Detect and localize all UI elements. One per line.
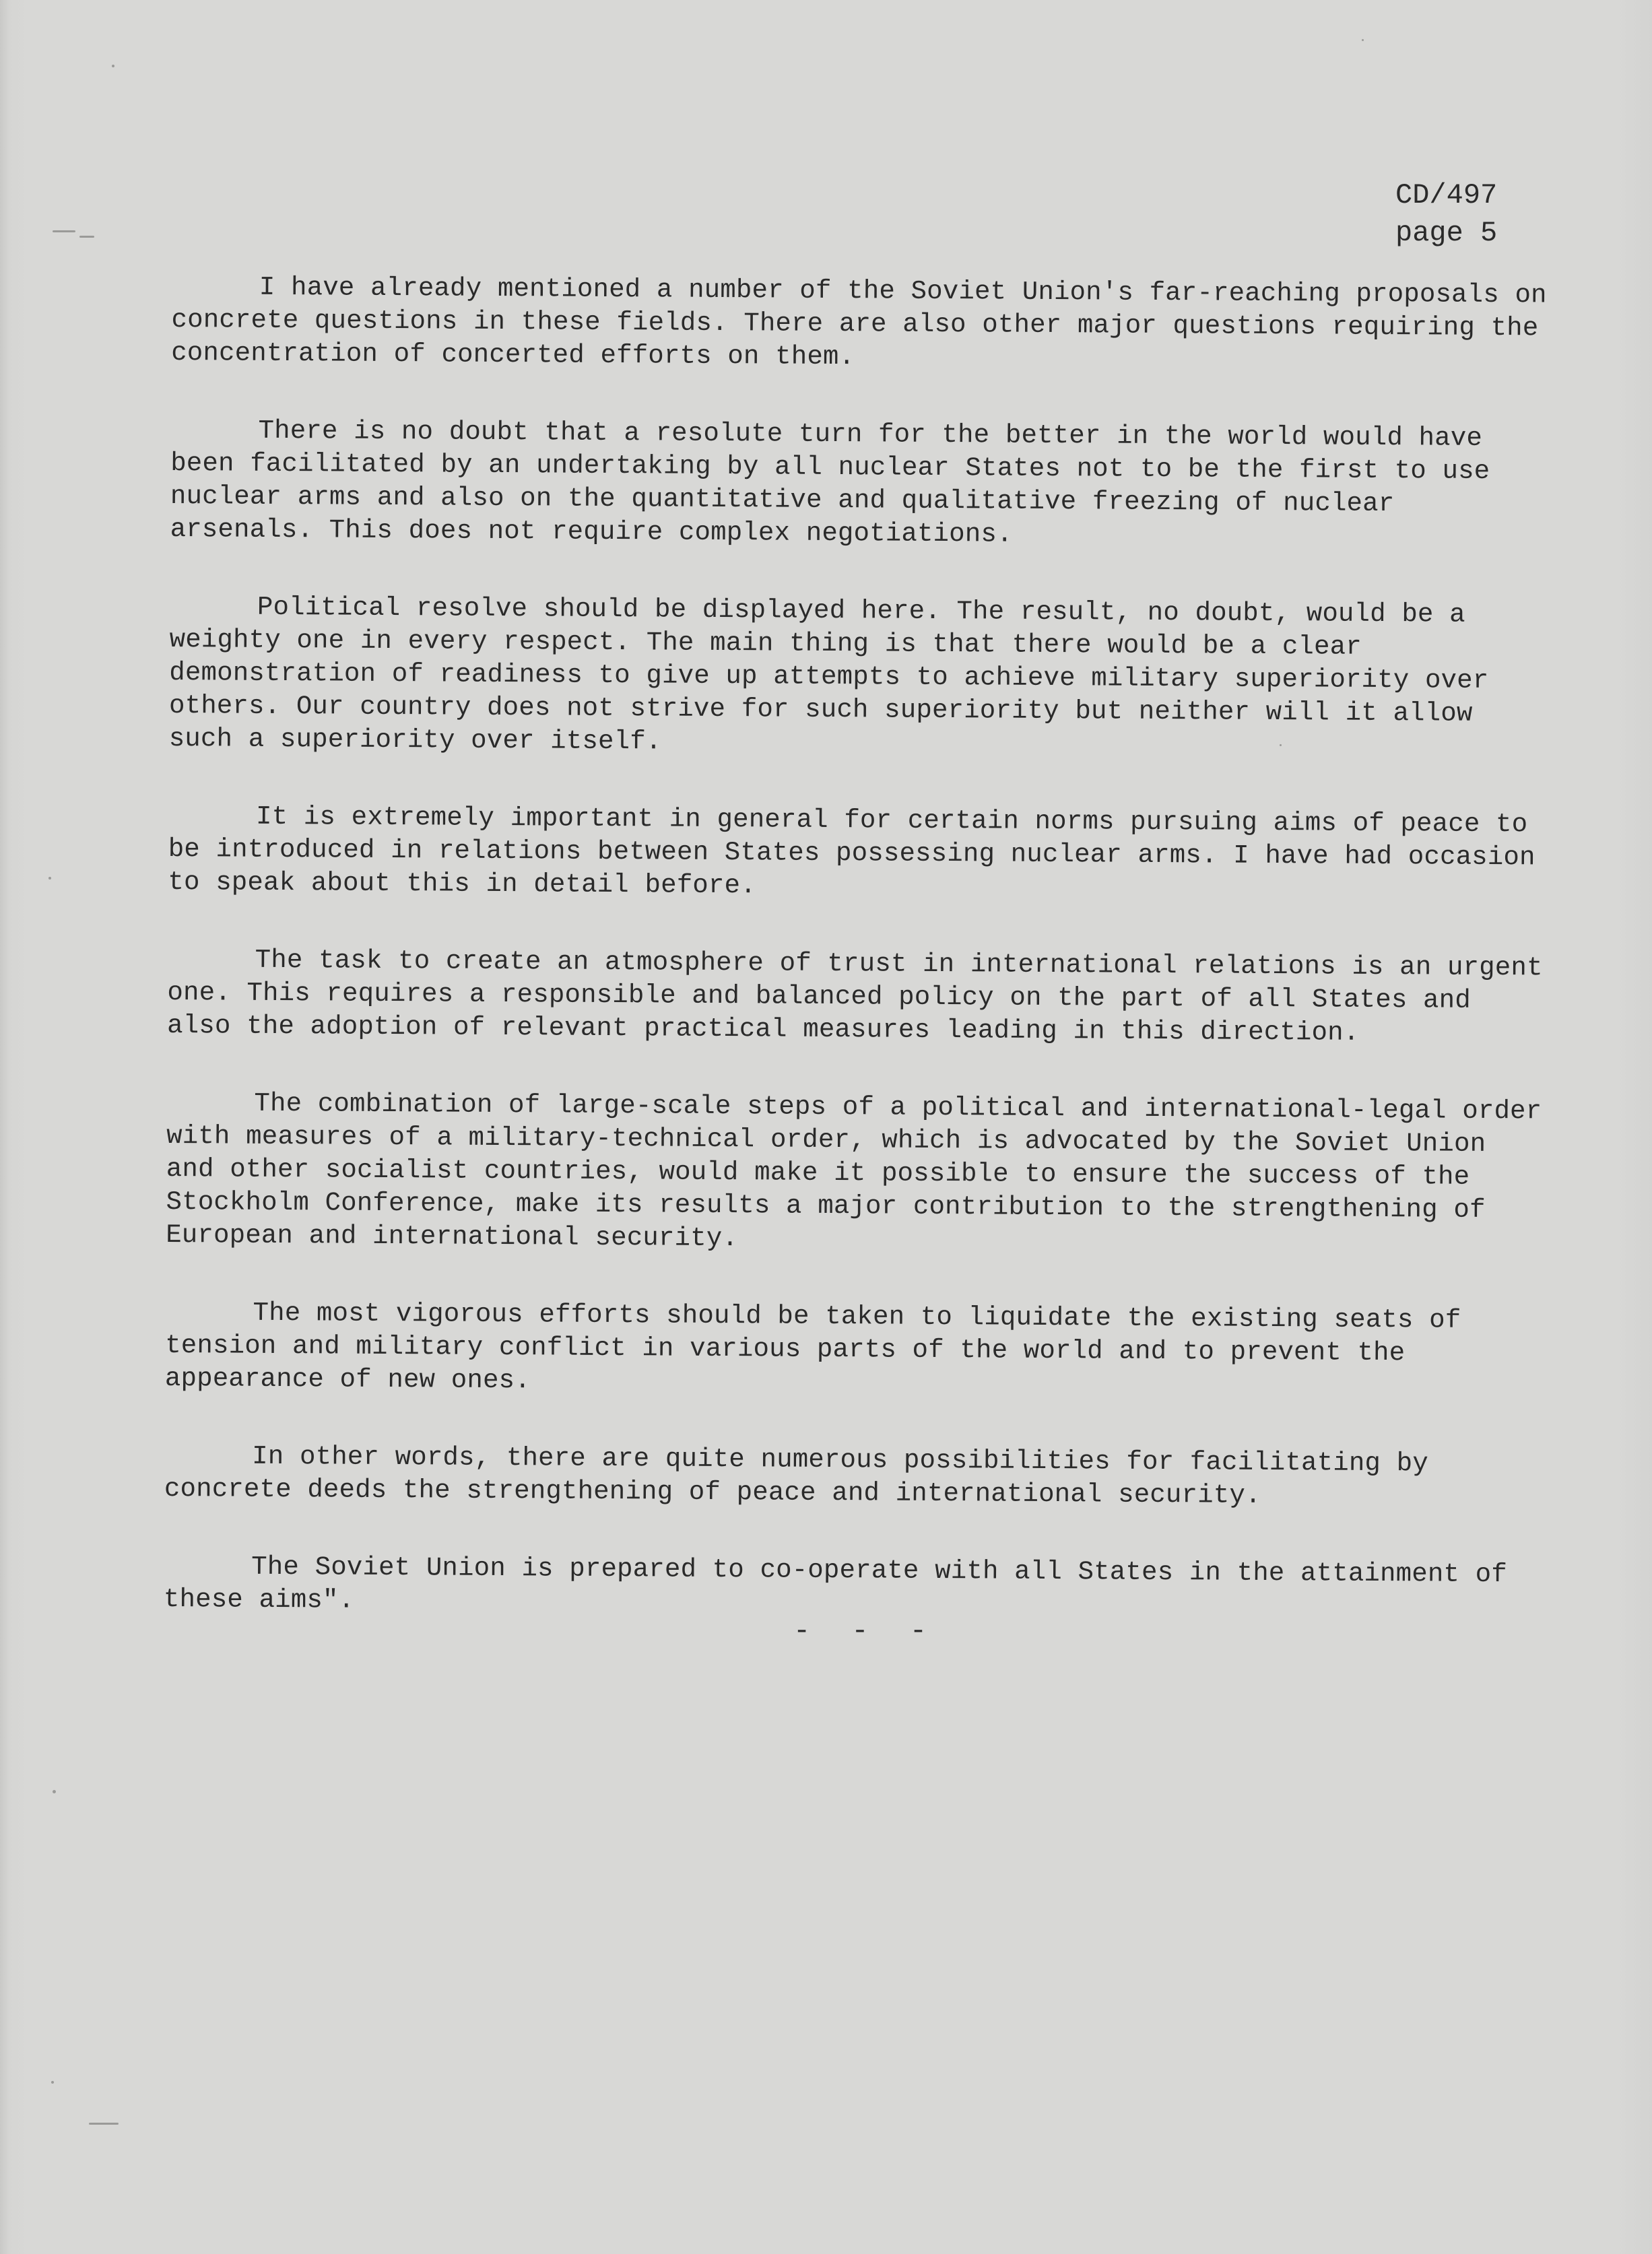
body-text: [164, 271, 1552, 1624]
paragraph: The most vigorous efforts should be taken to liquidate the existing seats of tension and military conflict in various parts of the world and to prevent the appearance of new ones.: [164, 1298, 1461, 1396]
document-reference: [1395, 176, 1497, 252]
paragraph: I have already mentioned a number of the Soviet Union's far-reaching proposals on concrete questions in these fields. There are also other major questions requiring the concentration of concerted efforts on them.: [171, 272, 1547, 372]
document-symbol: CD/497: [1395, 179, 1498, 211]
page-number: page 5: [1395, 217, 1498, 249]
paragraph: The Soviet Union is prepared to co-operate with all States in the attainment of these aims".: [163, 1552, 1508, 1616]
paragraph: In other words, there are quite numerous possibilities for facilitating by concrete deeds the strengthening of peace and international security.: [164, 1441, 1429, 1511]
paragraph: Political resolve should be displayed here. The result, no doubt, would be a weighty one in every respect. The main thing is that there would be a clear demonstration of readiness to give up attempts to achieve military superiority over others. Our country does not strive for such superiority but neither will it allow such a superiority over itself.: [168, 592, 1489, 757]
paragraph: It is extremely important in general for certain norms pursuing aims of peace to be introduced in relations between States possessing nuclear arms. I have had occasion to speak about this in detail before.: [168, 801, 1535, 901]
end-of-text-mark: - - -: [793, 1615, 939, 1647]
paragraph: The task to create an atmosphere of trust in international relations is an urgent one. This requires a responsible and balanced policy on the part of all States and also the adoption of relevant practical measures leading in this direction.: [167, 945, 1543, 1048]
paragraph: There is no doubt that a resolute turn for the better in the world would have been facilitated by an undertaking by all nuclear States not to be the first to use nuclear arms and also on the quantitative and qualitative freezing of nuclear arsenals. This does not require complex negotiations.: [170, 416, 1490, 550]
paragraph: The combination of large-scale steps of a political and international-legal order with measures of a military-technical order, which is advocated by the Soviet Union and other socialist countries, would make it possible to ensure the success of the Stockholm Conference, make its results a major contribution to the strengthening of European and international security.: [166, 1088, 1542, 1254]
